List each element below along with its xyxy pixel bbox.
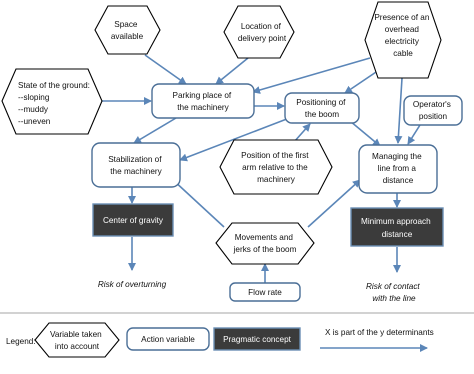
hexagon-shape: [224, 6, 294, 58]
action-box: [92, 143, 180, 187]
variable-first-arm-position: [220, 140, 332, 194]
hexagon-shape: [216, 223, 314, 264]
first-arm-text: Position of the first arm relative to the machinery: [241, 151, 309, 184]
action-operator-position: [404, 96, 462, 125]
risk-contact-line: Risk of contact with the line: [366, 282, 420, 303]
risk-overturning: Risk of overturning: [97, 280, 167, 289]
pragmatic-minimum-approach: [351, 208, 443, 246]
variable-delivery-point: [224, 6, 294, 58]
arrow-electricity-to-managing: [398, 78, 402, 143]
legend: [0, 313, 474, 357]
legend-action-text: Action variable: [141, 335, 195, 344]
arrow-positioning-to-managing: [350, 121, 380, 146]
electricity-text: Presence of an overhead electricity cable: [374, 13, 430, 58]
variable-space-available: [95, 6, 160, 54]
legend-determinant-text: X is part of the y determinants: [325, 328, 434, 337]
approach-text: Minimum approach distance: [361, 217, 431, 239]
action-positioning-boom: [285, 93, 359, 123]
space-text: Space available: [110, 20, 144, 41]
managing-text: Managing the line from a distance: [372, 152, 422, 185]
arrow-delivery-to-parking: [216, 58, 248, 84]
legend-variable-hexagon: [35, 323, 119, 357]
variable-ground-state: [2, 69, 102, 134]
arrow-parking-to-stabilization: [134, 118, 176, 143]
action-stabilization: [92, 143, 180, 187]
delivery-text: Location of delivery point: [237, 22, 287, 43]
legend-variable-text: Variable taken into account: [49, 330, 102, 351]
legend-title: Legend:: [6, 337, 36, 346]
hexagon-shape: [95, 6, 160, 54]
arrow-space-to-parking: [145, 55, 186, 84]
stabilization-text: Stabilization of the machinery: [108, 155, 162, 176]
ground-text: State of the ground: --sloping --muddy --uneven: [18, 81, 90, 126]
positioning-text: Positioning of the boom: [296, 98, 346, 119]
arrow-firstarm-to-positioning: [294, 124, 310, 142]
movements-text: Movements and jerks of the boom: [233, 233, 297, 254]
variable-movements-boom: [216, 223, 314, 264]
parking-text: Parking place of the machinery: [172, 91, 232, 112]
flow-rate-text: Flow rate: [248, 288, 282, 297]
action-flow-rate: [230, 283, 300, 301]
arrow-operator-to-managing: [408, 125, 420, 144]
action-box: [152, 84, 254, 118]
hexagon-shape: [2, 69, 102, 134]
action-managing-line: [359, 145, 437, 193]
operator-text: Operator's position: [412, 100, 451, 121]
gravity-text: Center of gravity: [102, 216, 164, 225]
legend-pragmatic-text: Pragmatic concept: [223, 335, 291, 344]
arrow-movements-to-stabilization: [172, 179, 224, 227]
pragmatic-center-of-gravity: [93, 204, 173, 236]
pragmatic-box: [351, 208, 443, 246]
action-parking-place: [152, 84, 254, 118]
variable-electricity-cable: [365, 2, 441, 78]
arrow-electricity-to-parking: [253, 58, 370, 92]
